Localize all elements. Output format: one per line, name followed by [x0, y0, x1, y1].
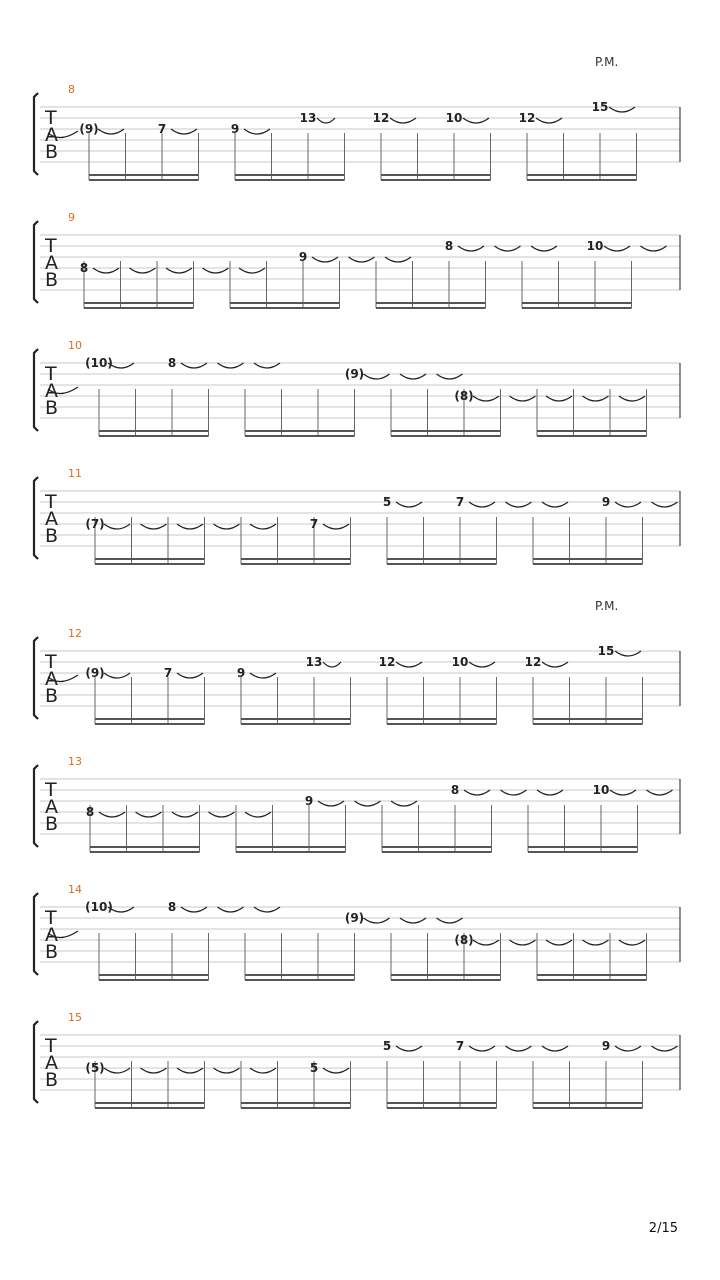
tie-arc	[104, 673, 130, 678]
tie-arc	[312, 257, 338, 262]
tie-arc	[583, 396, 609, 401]
measure-number: 14	[68, 883, 82, 896]
tie-arc	[391, 801, 417, 806]
tie-arc	[400, 374, 426, 379]
tie-arc	[506, 1046, 532, 1051]
tab-clef-letter: A	[45, 124, 58, 146]
tie-arc	[469, 1046, 495, 1051]
tab-clef-letter: B	[45, 141, 59, 163]
tie-arc	[437, 918, 463, 923]
tie-arc	[609, 107, 635, 112]
tie-arc	[604, 246, 630, 251]
tab-clef-letter: B	[45, 685, 59, 707]
tie-arc	[619, 940, 645, 945]
tie-arc	[437, 374, 463, 379]
tie-arc	[546, 940, 572, 945]
fret-number: (9)	[344, 911, 365, 925]
fret-number: (9)	[85, 666, 105, 680]
tie-arc	[647, 790, 673, 795]
system-bracket	[34, 1021, 38, 1103]
tie-arc	[99, 812, 125, 817]
tab-clef-letter: A	[45, 252, 58, 274]
tie-arc	[473, 940, 499, 945]
system-bracket	[34, 221, 38, 303]
tie-arc	[93, 268, 119, 273]
tab-clef-letter: T	[45, 107, 57, 129]
tie-arc	[177, 524, 203, 529]
tie-arc	[355, 801, 381, 806]
tie-arc	[349, 257, 375, 262]
fret-number: 10	[586, 239, 604, 253]
tab-clef-letter: A	[45, 668, 58, 690]
palm-mute-label-2: P.M.	[595, 599, 619, 613]
fret-number: 5	[309, 1061, 319, 1075]
fret-number: 7	[455, 495, 465, 509]
fret-number: 10	[445, 111, 463, 125]
tie-arc	[177, 1068, 203, 1073]
tie-arc	[250, 1068, 276, 1073]
tie-arc	[104, 524, 130, 529]
tie-arc	[400, 918, 426, 923]
tie-arc	[610, 790, 636, 795]
system-bracket	[34, 893, 38, 975]
fret-number: 12	[378, 655, 396, 669]
page-number: 2/15	[648, 1221, 678, 1236]
tab-clef-letter: B	[45, 1069, 59, 1091]
tab-clef-letter: T	[45, 363, 57, 385]
tie-arc	[141, 524, 167, 529]
tie-arc	[364, 918, 390, 923]
tie-arc	[141, 1068, 167, 1073]
tie-arc	[364, 374, 390, 379]
tie-arc	[323, 1068, 349, 1073]
tie-arc	[501, 790, 527, 795]
fret-number: (5)	[85, 1061, 105, 1075]
fret-number: 8	[85, 805, 95, 819]
fret-number: (9)	[79, 122, 99, 136]
system-bracket	[34, 349, 38, 431]
tie-arc	[171, 129, 197, 134]
tie-arc	[495, 246, 521, 251]
fret-number: 15	[591, 100, 609, 114]
tie-arc	[542, 502, 568, 507]
measure-number: 10	[68, 339, 82, 352]
tie-arc	[244, 129, 270, 134]
tie-arc	[537, 790, 563, 795]
tie-arc	[203, 268, 229, 273]
measure-number: 13	[68, 755, 82, 768]
tie-arc	[166, 268, 192, 273]
fret-number: 13	[305, 655, 323, 669]
tie-arc	[239, 268, 265, 273]
fret-number: 7	[157, 122, 167, 136]
fret-number: 9	[601, 495, 611, 509]
fret-number: (8)	[454, 389, 474, 403]
tab-clef-letter: B	[45, 269, 59, 291]
fret-number: 13	[299, 111, 317, 125]
tie-arc	[546, 396, 572, 401]
tie-arc	[510, 940, 536, 945]
system-bracket	[34, 765, 38, 847]
tab-clef-letter: T	[45, 235, 57, 257]
tie-arc	[250, 524, 276, 529]
tie-arc	[390, 118, 416, 123]
fret-number: 12	[524, 655, 542, 669]
tab-clef-letter: A	[45, 924, 58, 946]
tie-arc	[181, 907, 207, 912]
fret-number: 9	[236, 666, 246, 680]
measure-number: 11	[68, 467, 82, 480]
tie-arc	[473, 396, 499, 401]
fret-number: 7	[163, 666, 173, 680]
palm-mute-label-1: P.M.	[595, 55, 619, 69]
tie-arc	[396, 502, 422, 507]
tie-arc	[531, 246, 557, 251]
fret-number: 15	[597, 644, 615, 658]
tab-clef-letter: B	[45, 813, 59, 835]
tie-arc	[542, 662, 568, 667]
tab-clef-letter: T	[45, 651, 57, 673]
fret-number: 8	[167, 900, 177, 914]
measure-number: 8	[68, 83, 75, 96]
tie-arc	[254, 907, 280, 912]
fret-number: 5	[382, 495, 392, 509]
tie-arc	[542, 1046, 568, 1051]
tie-arc	[250, 673, 276, 678]
fret-number: 8	[79, 261, 89, 275]
fret-number: 7	[455, 1039, 465, 1053]
tab-clef-letter: B	[45, 941, 59, 963]
tie-arc	[615, 502, 641, 507]
tie-arc	[469, 662, 495, 667]
tab-clef-letter: A	[45, 1052, 58, 1074]
tab-clef-letter: B	[45, 397, 59, 419]
fret-number: 5	[382, 1039, 392, 1053]
tie-arc	[652, 1046, 678, 1051]
fret-number: 8	[450, 783, 460, 797]
tie-arc	[172, 812, 198, 817]
fret-number: (7)	[85, 517, 105, 531]
tie-arc	[583, 940, 609, 945]
fret-number: 9	[298, 250, 308, 264]
fret-number: (9)	[344, 367, 365, 381]
tie-arc	[641, 246, 667, 251]
tie-arc	[318, 801, 344, 806]
tie-arc	[385, 257, 411, 262]
fret-number: 12	[518, 111, 536, 125]
tie-arc	[464, 790, 490, 795]
tie-arc	[317, 118, 335, 123]
fret-number: (10)	[85, 900, 113, 914]
tie-arc	[218, 363, 244, 368]
fret-number: 8	[444, 239, 454, 253]
fret-number: 10	[451, 655, 469, 669]
system-bracket	[34, 93, 38, 175]
tie-arc	[615, 1046, 641, 1051]
tie-arc	[396, 1046, 422, 1051]
fret-number: 9	[304, 794, 314, 808]
tie-arc	[98, 129, 124, 134]
fret-number: 8	[167, 356, 177, 370]
tie-arc	[218, 907, 244, 912]
fret-number: 12	[372, 111, 390, 125]
fret-number: (8)	[454, 933, 474, 947]
tie-arc	[177, 673, 203, 678]
tie-arc	[652, 502, 678, 507]
tie-arc	[536, 118, 562, 123]
tie-arc	[469, 502, 495, 507]
tie-arc	[323, 662, 341, 667]
tie-arc	[506, 502, 532, 507]
tie-arc	[214, 524, 240, 529]
tab-clef-letter: B	[45, 525, 59, 547]
fret-number: 10	[592, 783, 610, 797]
tie-arc	[181, 363, 207, 368]
tab-clef-letter: T	[45, 1035, 57, 1057]
fret-number: 9	[601, 1039, 611, 1053]
tie-arc	[396, 662, 422, 667]
tie-arc	[254, 363, 280, 368]
tie-arc	[245, 812, 271, 817]
measure-number: 12	[68, 627, 82, 640]
tab-clef-letter: A	[45, 508, 58, 530]
tie-arc	[136, 812, 162, 817]
tab-clef-letter: T	[45, 779, 57, 801]
tie-arc	[214, 1068, 240, 1073]
tie-arc	[463, 118, 489, 123]
tab-clef-letter: A	[45, 380, 58, 402]
tab-clef-letter: T	[45, 907, 57, 929]
measure-number: 15	[68, 1011, 82, 1024]
tie-arc	[104, 1068, 130, 1073]
tie-arc	[619, 396, 645, 401]
tie-arc	[209, 812, 235, 817]
tie-arc	[323, 524, 349, 529]
tab-clef-letter: T	[45, 491, 57, 513]
fret-number: 7	[309, 517, 319, 531]
tie-arc	[510, 396, 536, 401]
system-bracket	[34, 477, 38, 559]
tie-arc	[615, 651, 641, 656]
tab-clef-letter: A	[45, 796, 58, 818]
fret-number: (10)	[85, 356, 113, 370]
measure-number: 9	[68, 211, 75, 224]
system-bracket	[34, 637, 38, 719]
tie-arc	[458, 246, 484, 251]
fret-number: 9	[230, 122, 240, 136]
tie-arc	[130, 268, 156, 273]
